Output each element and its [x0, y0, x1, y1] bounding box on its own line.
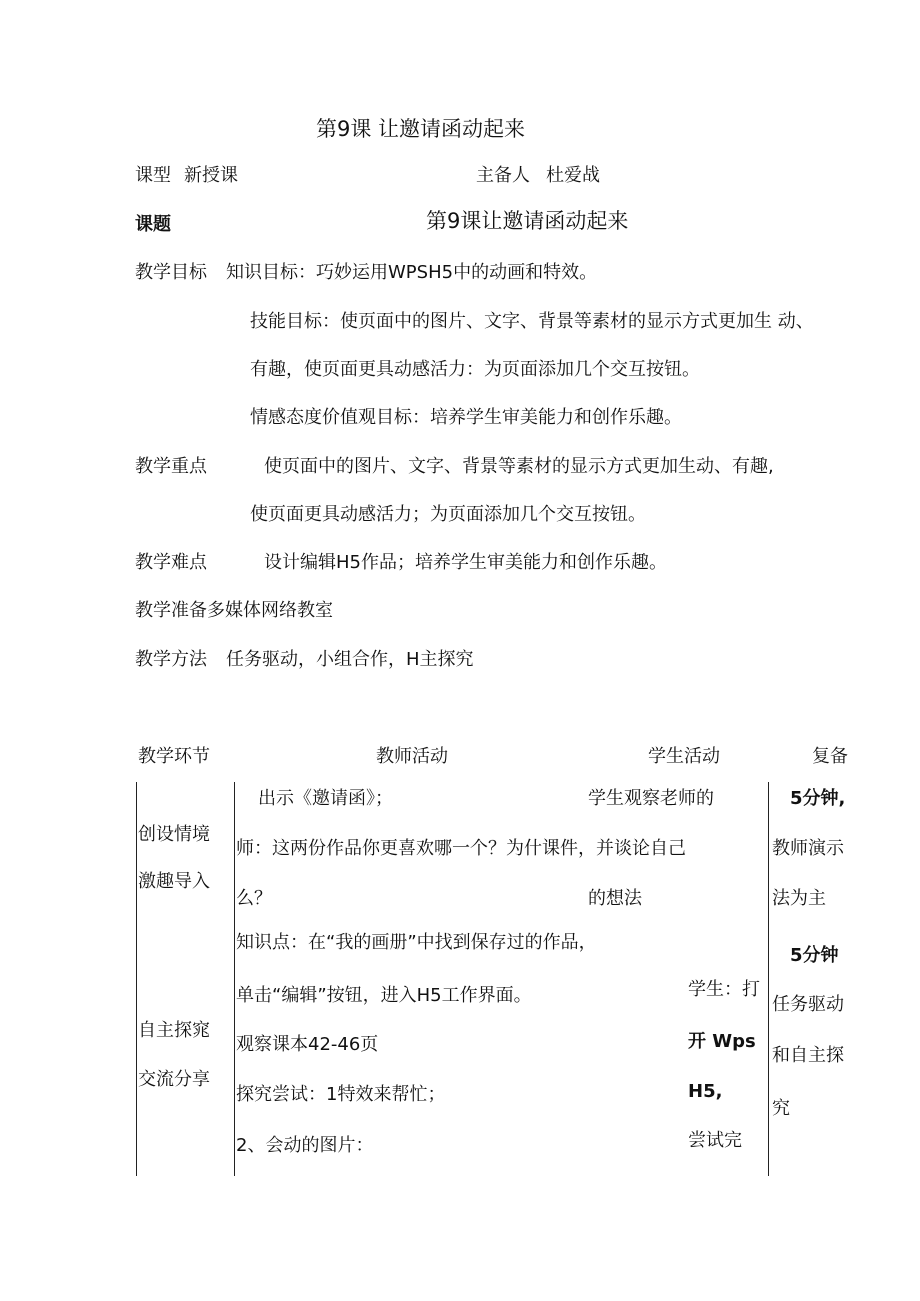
row2-student-line3: H5, [688, 1081, 723, 1102]
table-border-student-notes [768, 782, 769, 1176]
table-header-student: 学生活动 [648, 746, 720, 767]
method-value: 任务驱动，小组合作，H主探究 [226, 649, 474, 670]
row1-teacher-line1: 出示《邀请函》； [258, 788, 393, 809]
table-border-stage-teacher [234, 782, 235, 1176]
preparer-label: 主备人 [476, 165, 530, 186]
key-points-label: 教学重点 [135, 456, 207, 477]
row2-note-line3: 和自主探 [772, 1045, 844, 1066]
row2-note-line1: 5分钟 [790, 945, 839, 966]
topic-value: 第9课让邀请函动起来 [426, 209, 629, 233]
row1-note-line3: 法为主 [772, 888, 826, 909]
row2-teacher-line4: 探究尝试：1特效来帮忙； [236, 1084, 446, 1105]
table-header-notes: 复备 [812, 746, 848, 767]
table-border-left [136, 782, 137, 1176]
row1-stage-line2: 激趣导入 [138, 871, 210, 892]
row2-stage-line1: 自主探窕 [138, 1020, 210, 1041]
lesson-type-value: 新授课 [184, 165, 238, 186]
difficulty-label: 教学难点 [135, 552, 207, 573]
topic-label: 课题 [135, 214, 171, 235]
method-label: 教学方法 [135, 649, 207, 670]
row1-note-line2: 教师演示 [772, 838, 844, 859]
difficulty-value: 设计编辑H5作品；培养学生审美能力和创作乐趣。 [264, 552, 667, 573]
prep-text: 教学准备多媒体网络教室 [135, 600, 333, 621]
row1-note-line1: 5分钟, [790, 788, 846, 809]
goal-knowledge: 知识目标：巧妙运用WPSH5中的动画和特效。 [226, 262, 598, 283]
table-header-teacher: 教师活动 [376, 746, 448, 767]
row2-student-line1: 学生：打 [688, 979, 760, 1000]
row1-student-line1: 学生观察老师的 [588, 788, 714, 809]
goal-skill-line1: 技能目标：使页面中的图片、文字、背景等素材的显示方式更加生 动、 [250, 311, 814, 332]
row1-stage-line1: 创设情境 [138, 824, 210, 845]
preparer-value: 杜爱战 [546, 165, 600, 186]
row2-teacher-line1: 知识点：在“我的画册”中找到保存过的作品， [236, 932, 597, 953]
row2-teacher-line5: 2、会动的图片： [236, 1135, 374, 1156]
row2-student-line2: 开 Wps [688, 1031, 756, 1052]
row2-teacher-line3: 观察课本42-46页 [236, 1034, 379, 1055]
row2-note-line4: 究 [772, 1098, 790, 1119]
row1-mixed-line2: 师：这两份作品你更喜欢哪一个？为什课件，并谈论自己 [236, 838, 686, 859]
key-points-line2: 使页面更具动感活力；为页面添加几个交互按钮。 [250, 504, 646, 525]
table-header-stage: 教学环节 [138, 746, 210, 767]
row1-student-line3: 的想法 [588, 888, 642, 909]
row2-note-line2: 任务驱动 [772, 994, 844, 1015]
row2-student-line4: 尝试完 [688, 1130, 742, 1151]
lesson-type-label: 课型 [135, 165, 171, 186]
row2-stage-line2: 交流分享 [138, 1069, 210, 1090]
row2-teacher-line2: 单击“编辑”按钮，进入H5工作界面。 [236, 985, 532, 1006]
row1-teacher-line3: 么？ [236, 888, 272, 909]
key-points-line1: 使页面中的图片、文字、背景等素材的显示方式更加生动、有趣, [264, 456, 774, 477]
goal-emotion: 情感态度价值观目标：培养学生审美能力和创作乐趣。 [250, 407, 682, 428]
page-title: 第9课 让邀请函动起来 [316, 117, 526, 141]
goals-label: 教学目标 [135, 262, 207, 283]
goal-skill-line2: 有趣，使页面更具动感活力：为页面添加几个交互按钮。 [250, 359, 700, 380]
